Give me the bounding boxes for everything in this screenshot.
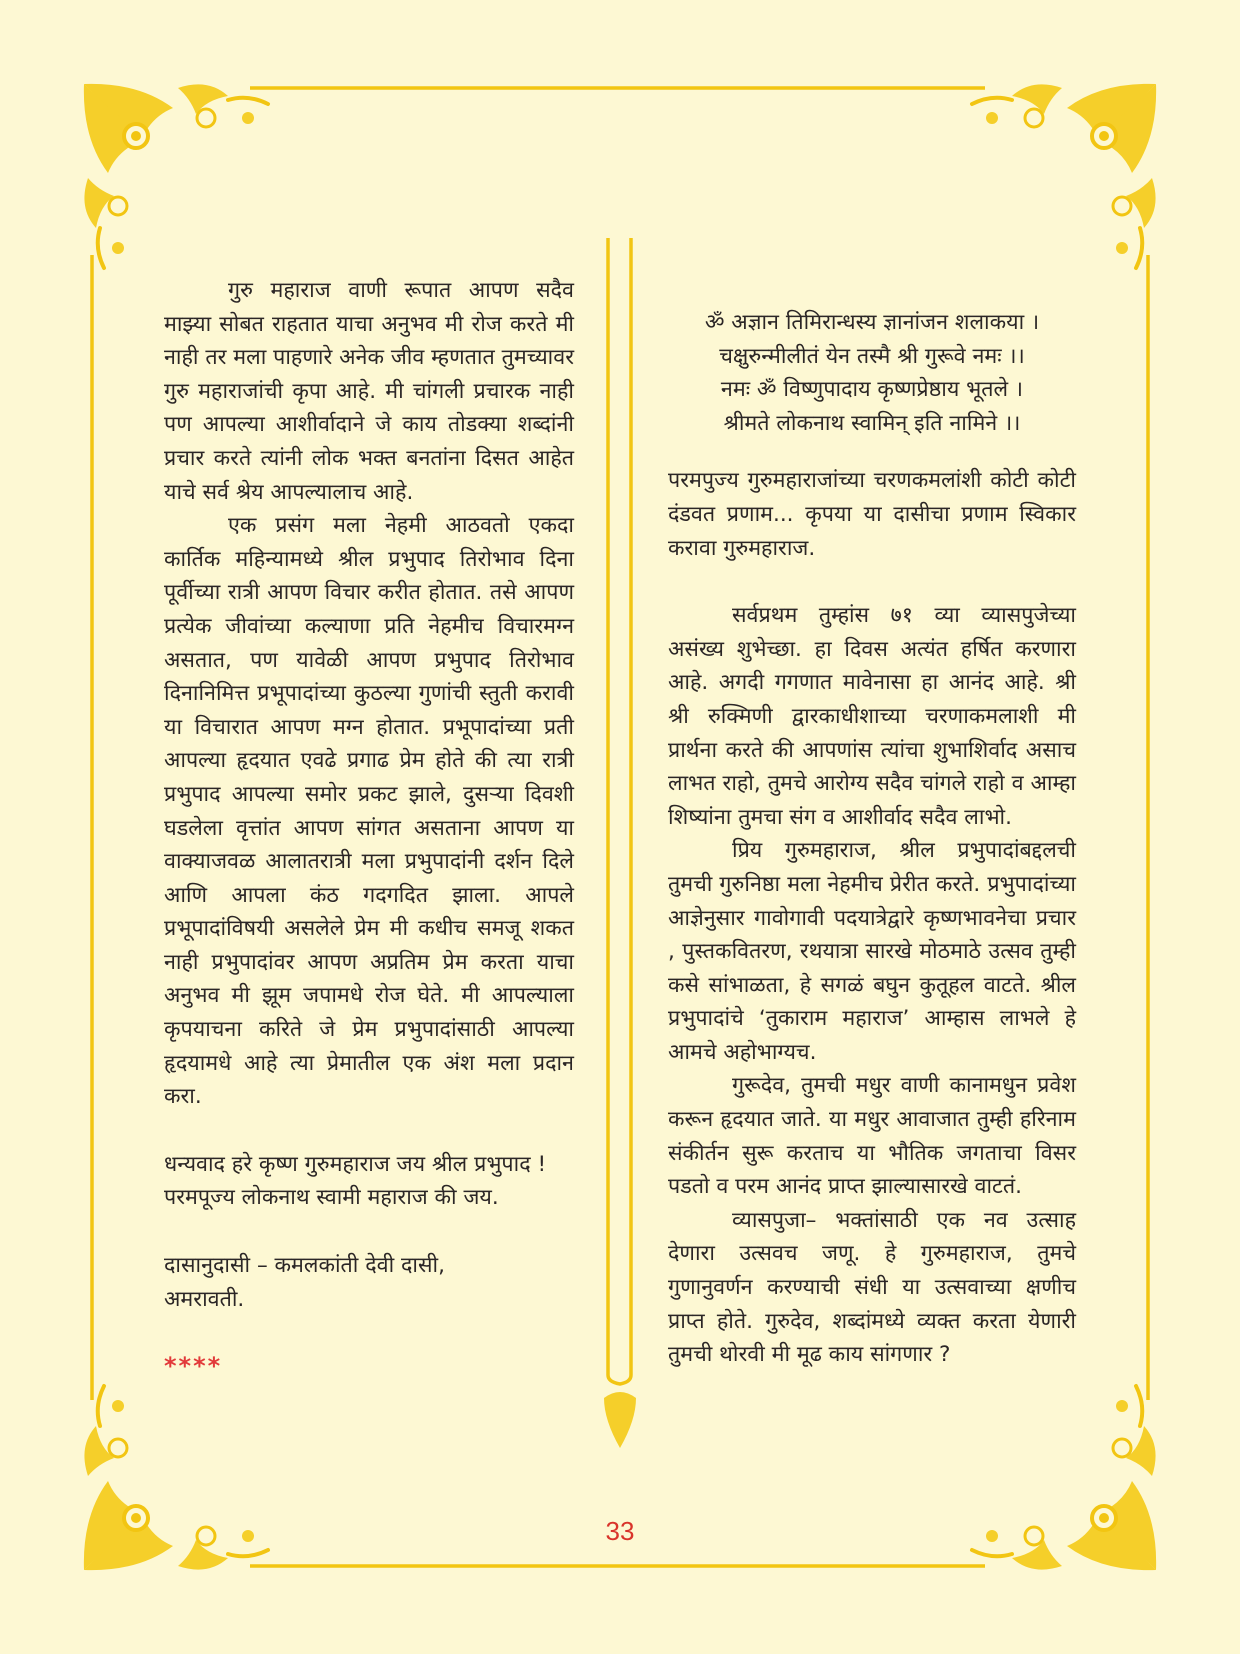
page-number: 33 bbox=[605, 1516, 635, 1546]
right-paragraph-2: प्रिय गुरुमहाराज, श्रील प्रभुपादांबद्दलची तुमची गुरुनिष्ठा मला नेहमीच प्रेरीत करते. प्रभुपादांच्या आज्ञेनुसार गावोगावी पदयात्रेद्वारे कृष्णभावनेचा प्रचार , पुस्तकवितरण, रथयात्रा सारखे मोठमाठे उत्सव तुम्ही कसे सांभाळता, हे सगळं बघुन कुतूहल वाटते. श्रील प्रभुपादांचे ‘तुकाराम महाराज’ आम्हास लाभले हे आमचे अहोभाग्यच. bbox=[668, 838, 1076, 1065]
right-paragraph-4: व्यासपुजा– भक्तांसाठी एक नव उत्साह देणारा उत्सवच जणू. हे गुरुमहाराज, तुमचे गुणानुवर्णन करण्याची संधी या उत्सवाच्या क्षणीच प्राप्त होते. गुरुदेव, शब्दांमध्ये व्यक्त करता येणारी तुमची थोरवी मी मूढ काय सांगणार ? bbox=[668, 1207, 1076, 1368]
right-paragraph-1: सर्वप्रथम तुम्हांस ७१ व्या व्यासपुजेच्या असंख्य शुभेच्छा. हा दिवस अत्यंत हर्षित करणारा आहे. अगदी गगणात मावेनासा हा आनंद आहे. श्री श्री रुक्मिणी द्वारकाधीशाच्या चरणाकमलाशी मी प्रार्थना करते की आपणांस त्यांचा शुभाशिर्वाद असाच लाभत राहो, तुमचे आरोग्य सदैव चांगले राहो व आम्हा शिष्यांना तुमचा संग व आशीर्वाद सदैव लाभो. bbox=[668, 603, 1076, 830]
closing-line-2: परमपूज्य लोकनाथ स्वामी महाराज की जय. bbox=[164, 1185, 499, 1211]
signature-line-2: अमरावती. bbox=[164, 1286, 245, 1312]
right-column bbox=[668, 306, 1076, 1372]
left-column bbox=[164, 274, 574, 1384]
shloka-block bbox=[668, 306, 1076, 440]
left-paragraph-2: एक प्रसंग मला नेहमी आठवतो एकदा कार्तिक महिन्यामध्ये श्रील प्रभुपाद तिरोभाव दिना पूर्वीच्या रात्री आपण विचार करीत होतात. तसे आपण प्रत्येक जीवांच्या कल्याणा प्रति नेहमीच विचारमग्न असतात, पण यावेळी आपण प्रभुपाद तिरोभाव दिनानिमित्त प्रभूपादांच्या कुठल्या गुणांची स्तुती करावी या विचारात आपण मग्न होतात. प्रभूपादांच्या प्रती आपल्या हृदयात एवढे प्रगाढ प्रेम होते की त्या रात्री प्रभुपाद आपल्या समोर प्रकट झाले, दुसऱ्या दिवशी घडलेला वृत्तांत आपण सांगत असताना आपण या वाक्याजवळ आलातरात्री मला प्रभुपादांनी दर्शन दिले आणि आपला कंठ गदगदित झाला. आपले प्रभूपादांविषयी असलेले प्रेम मी कधीच समजू शकत नाही प्रभुपादांवर आपण अप्रतिम प्रेम करता याचा अनुभव मी झूम जपामधे रोज घेते. मी आपल्याला कृपयाचना करिते जे प्रेम प्रभुपादांसाठी आपल्या हृदयामधे आहे त्या प्रेमातील एक अंश मला प्रदान करा. bbox=[164, 513, 574, 1110]
right-paragraph-3: गुरूदेव, तुमची मधुर वाणी कानामधुन प्रवेश करून हृदयात जाते. या मधुर आवाजात तुम्ही हरिनाम संकीर्तन सुरू करताच या भौतिक जगताचा विसर पडतो व परम आनंद प्राप्त झाल्यासारखे वाटतं. bbox=[668, 1073, 1076, 1200]
left-paragraph-1: गुरु महाराज वाणी रूपात आपण सदैव माझ्या सोबत राहतात याचा अनुभव मी रोज करते मी नाही तर मला पाहणारे अनेक जीव म्हणतात तुमच्यावर गुरु महाराजांची कृपा आहे. मी चांगली प्रचारक नाही पण आपल्या आशीर्वादाने जे काय तोडक्या शब्दांनी प्रचार करते त्यांनी लोक भक्त बनतांना दिसत आहेत याचे सर्व श्रेय आपल्यालाच आहे. bbox=[164, 278, 574, 505]
closing-line-1: धन्यवाद हरे कृष्ण गुरुमहाराज जय श्रील प्रभुपाद ! bbox=[164, 1151, 547, 1177]
shloka-line-1: ॐ अज्ञान तिमिरान्धस्य ज्ञानांजन शलाकया । bbox=[704, 310, 1040, 335]
shloka-line-3: नमः ॐ विष्णुपादाय कृष्णप्रेष्ठाय भूतले । bbox=[720, 377, 1024, 403]
stars-divider: **** bbox=[164, 1352, 223, 1381]
salutation-paragraph: परमपुज्य गुरुमहाराजांच्या चरणकमलांशी कोटी कोटी दंडवत प्रणाम... कृपया या दासीचा प्रणाम स्विकार करावा गुरुमहाराज. bbox=[668, 468, 1076, 561]
signature-line-1: दासानुदासी – कमलकांती देवी दासी, bbox=[164, 1253, 445, 1279]
shloka-line-4: श्रीमते लोकनाथ स्वामिन् इति नामिने ।। bbox=[723, 410, 1021, 436]
shloka-line-2: चक्षुरुन्मीलीतं येन तस्मै श्री गुरूवे नमः ।। bbox=[719, 343, 1025, 369]
